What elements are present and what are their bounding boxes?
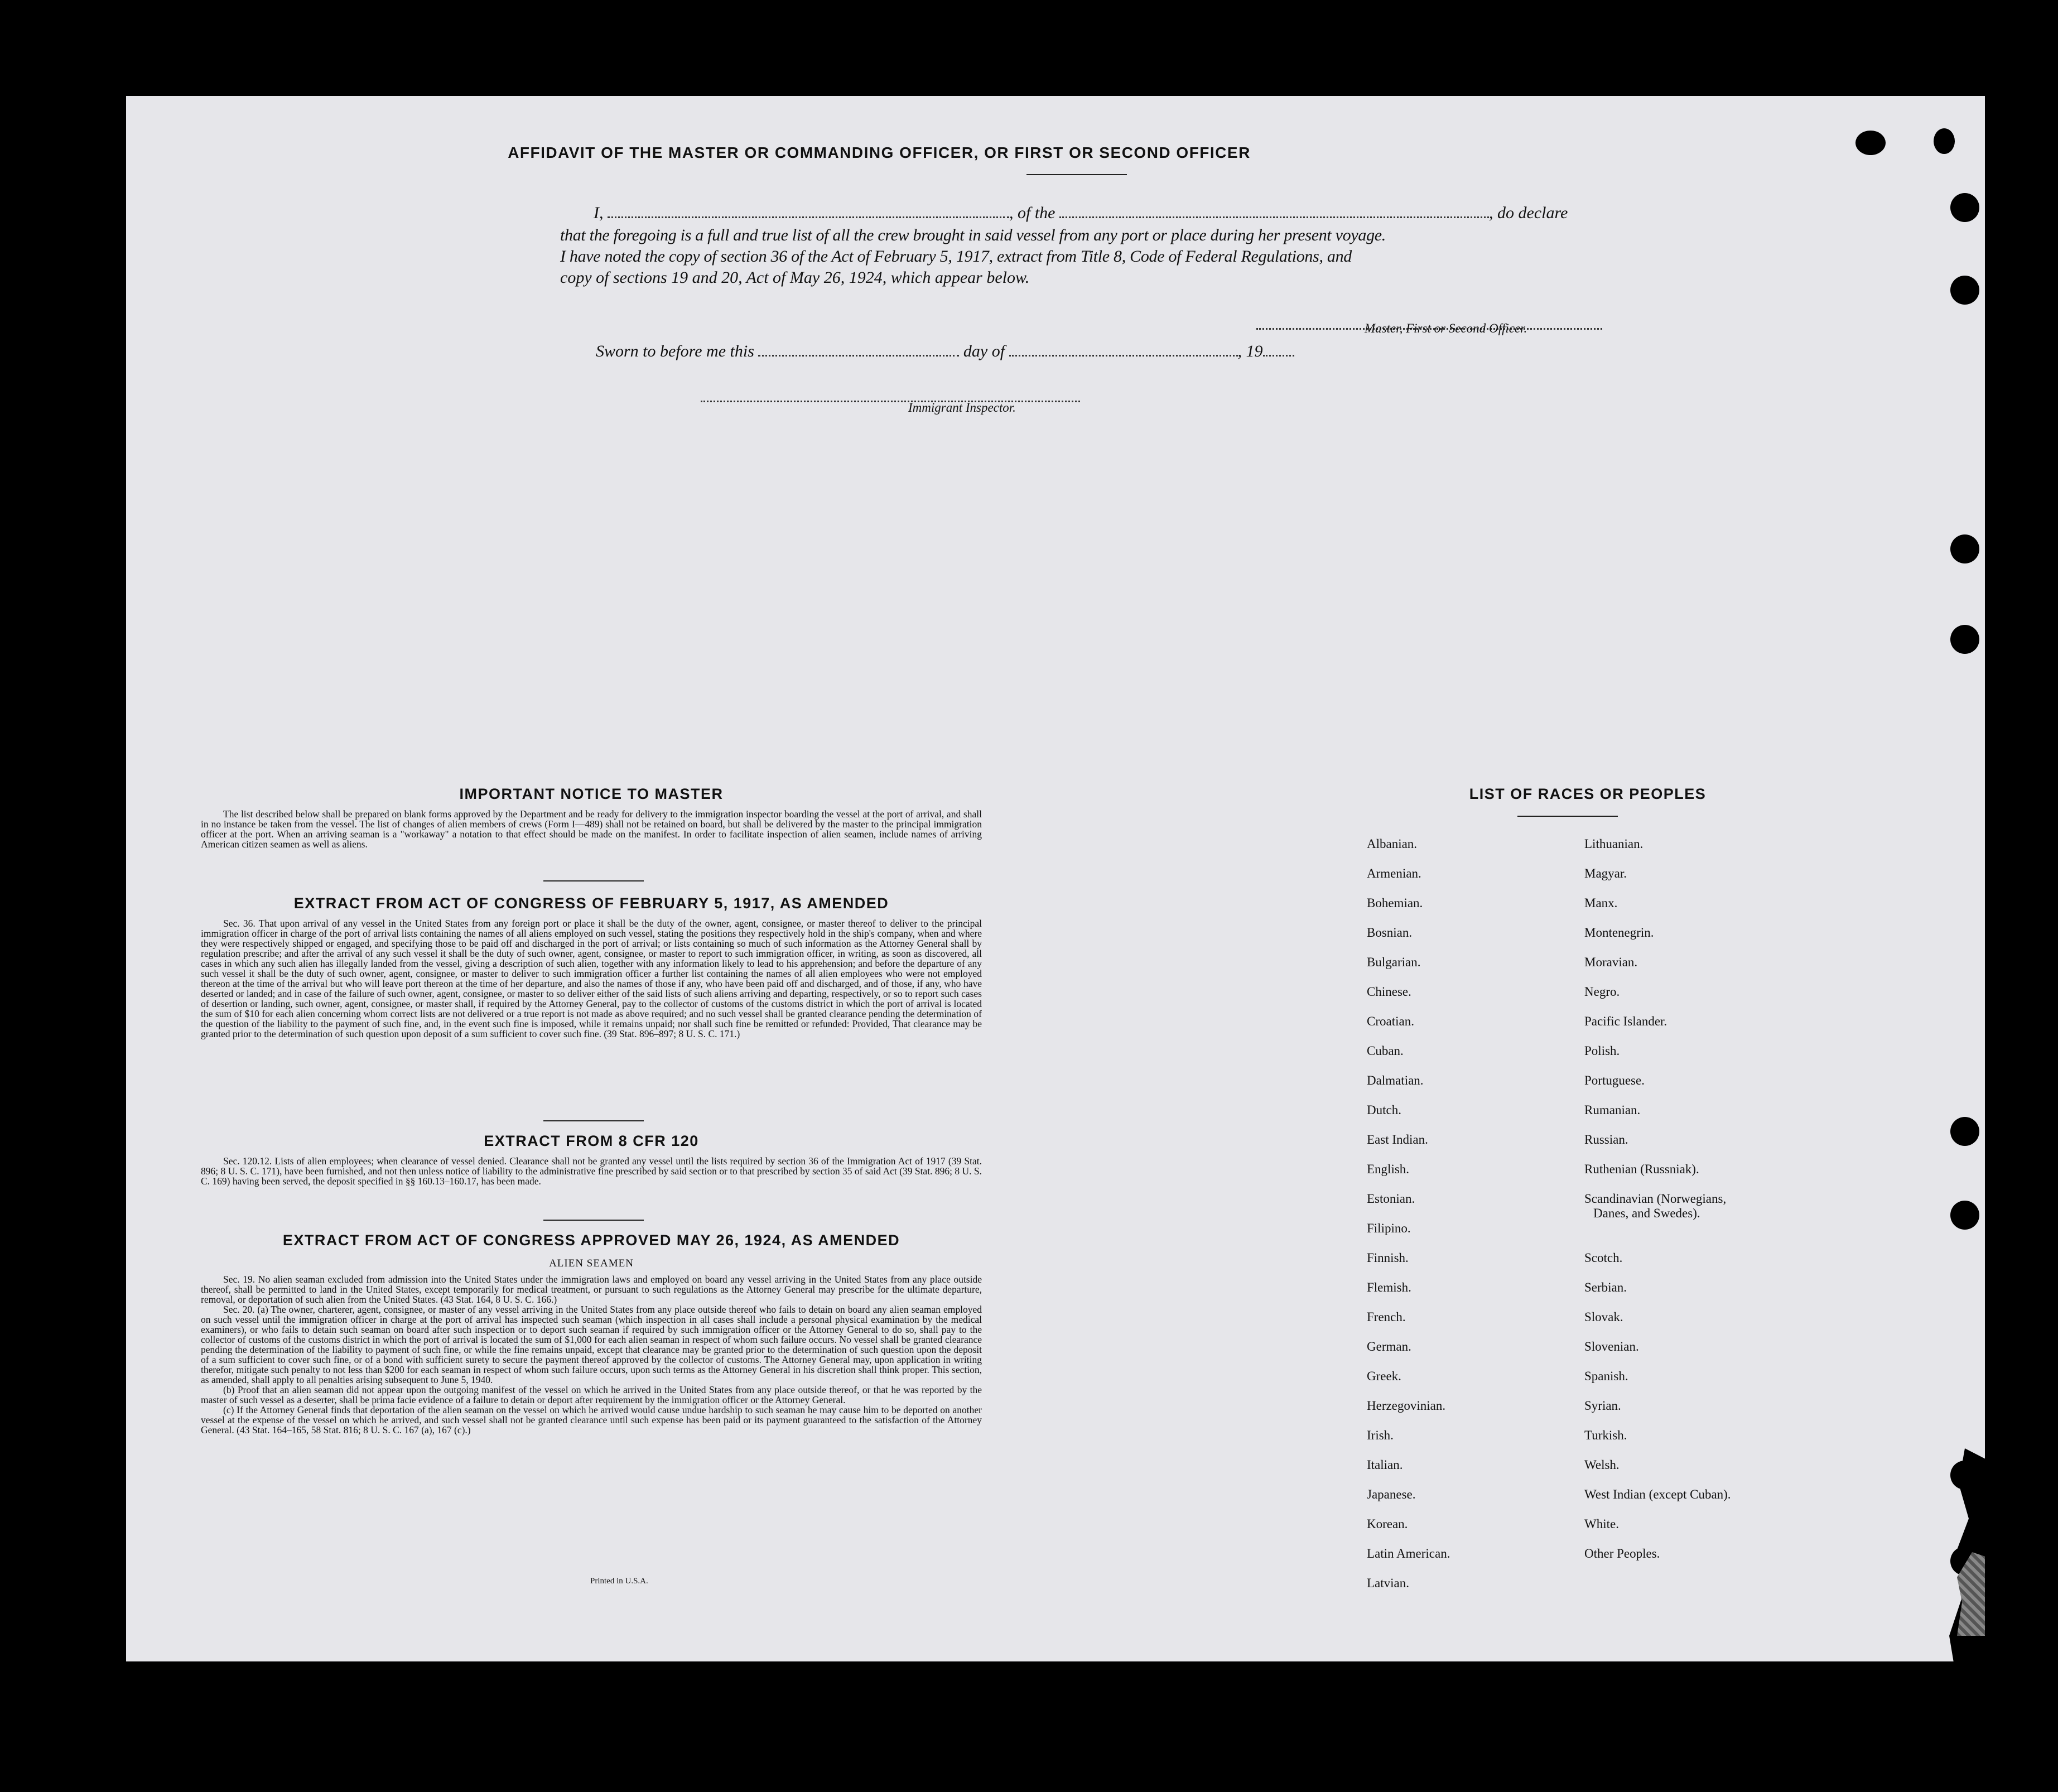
sworn-month-blank xyxy=(1009,341,1238,357)
race-item: Japanese. xyxy=(1367,1487,1416,1501)
race-item: Chinese. xyxy=(1367,985,1411,999)
race-item: Lithuanian. xyxy=(1584,837,1643,851)
printed-in-usa: Printed in U.S.A. xyxy=(590,1577,648,1586)
race-item: Bohemian. xyxy=(1367,896,1423,910)
document-sheet xyxy=(126,96,1985,1661)
race-item: Spanish. xyxy=(1584,1369,1628,1383)
race-item: Pacific Islander. xyxy=(1584,1014,1667,1028)
punch-hole xyxy=(1934,128,1955,154)
sworn-day-blank xyxy=(758,341,959,357)
race-item: English. xyxy=(1367,1162,1410,1176)
race-item: White. xyxy=(1584,1517,1619,1531)
race-item: Bulgarian. xyxy=(1367,955,1421,969)
sec-20b-paragraph: (b) Proof that an alien seaman did not appear upon the outgoing manifest of the vessel on which he arrived in the United States from any place outside thereof, or that he was reported by the master of such vessel as a deserter, shall be prima facie evidence of a failure to detain or deport after requirement by the immigration officer or the Attorney General. xyxy=(201,1384,982,1405)
sworn-prefix: Sworn to before me this xyxy=(596,342,754,360)
name-blank xyxy=(608,203,1009,218)
punch-hole xyxy=(1950,193,1979,222)
section-rule xyxy=(543,1220,644,1221)
race-item: Other Peoples. xyxy=(1584,1547,1660,1560)
race-item: Albanian. xyxy=(1367,837,1418,851)
race-item: Moravian. xyxy=(1584,955,1638,969)
race-item: Flemish. xyxy=(1367,1280,1411,1294)
title-rule xyxy=(1026,174,1127,175)
race-item-scandinavian xyxy=(1584,1184,1731,1243)
affidavit-declare: , do declare xyxy=(1489,204,1568,222)
sec-36-paragraph: Sec. 36. That upon arrival of any vessel in the United States from any foreign port or place it shall be the duty of the owner, agent, consignee, or master thereof to deliver to the principal immigration officer in charge of the port of arrival lists containing the names of all aliens employed on such vessel, stating the positions they respectively hold in the ship's company, when and where they were respectively shipped or engaged, and specifying those to be paid off and discharged in the port of arrival; or lists containing so much of such information as the Attorney General shall by regulation prescribe; and after the arrival of any such vessel it shall be the duty of such owner, agent, consignee, or master to report to such immigration officer, in writing, as soon as discovered, all cases in which any such alien has illegally landed from the vessel, giving a description of such alien, together with any information likely to lead to his apprehension; and before the departure of any such vessel it shall be the duty of such owner, agent, consignee, or master to deliver to such immigration officer a further list containing the names of all alien employees who were not employed thereon at the time of the arrival but who will leave port thereon at the time of her departure, and also the names of those if any, who have been paid off and discharged, and of those, if any, who have deserted or landed; and in case of the failure of such owner, agent, consignee, or master to so deliver either of the said lists of such aliens arriving and departing, respectively, or so to report such cases of desertion or landing, such owner, agent, consignee, or master shall, if required by the Attorney General, pay to the collector of customs of the customs district in which the port of arrival is located the sum of $10 for each alien concerning whom correct lists are not delivered or a true report is not made as above required; and no such vessel shall be granted clearance pending the determination of the question of the liability to the payment of such fine, and, in the event such fine is imposed, while it remains unpaid; nor shall such fine be remitted or refunded: Provided, That clearance may be granted prior to the determination of such question upon deposit of a sum sufficient to cover such fine. (39 Stat. 896–897; 8 U. S. C. 171.) xyxy=(201,918,982,1039)
sworn-year-blank xyxy=(1263,341,1294,357)
race-item: Negro. xyxy=(1584,985,1620,999)
extract-cfr-text xyxy=(201,1156,982,1186)
race-item: Slovenian. xyxy=(1584,1340,1639,1353)
section-rule xyxy=(543,1120,644,1121)
extract-cfr-title: EXTRACT FROM 8 CFR 120 xyxy=(484,1133,699,1149)
master-signature-label: Master, First or Second Officer. xyxy=(1365,321,1527,335)
race-item: French. xyxy=(1367,1310,1406,1324)
race-item: Montenegrin. xyxy=(1584,926,1654,940)
race-item: Korean. xyxy=(1367,1517,1408,1531)
race-item: Herzegovinian. xyxy=(1367,1399,1446,1413)
race-item: Greek. xyxy=(1367,1369,1401,1383)
affidavit-line-3: I have noted the copy of section 36 of the Act of February 5, 1917, extract from Title 8, Code of Federal Regulations, and xyxy=(560,247,1352,266)
race-item: Polish. xyxy=(1584,1044,1620,1058)
affidavit-line-1 xyxy=(594,202,1568,224)
race-item: Russian. xyxy=(1584,1133,1628,1147)
affidavit-of-the: , of the xyxy=(1009,204,1055,222)
alien-seamen-subtitle: ALIEN SEAMEN xyxy=(549,1258,634,1269)
race-item: Latin American. xyxy=(1367,1547,1450,1560)
races-rule xyxy=(1517,816,1618,817)
race-item: Bosnian. xyxy=(1367,926,1413,940)
notice-paragraph: The list described below shall be prepared on blank forms approved by the Department and be ready for delivery to the immigration inspector boarding the vessel at the port of arrival, and shall in no instance be taken from the vessel. The list of changes of alien members of crews (Form I—489) shall not be retained on board, but shall be delivered by the master to the principal immigration officer at the port. When an arriving seaman is a "workaway" a notation to that effect should be made on the manifest. In order to facilitate inspection of alien seamen, include names of arriving American citizen seamen as well as aliens. xyxy=(201,808,982,850)
race-item: Turkish. xyxy=(1584,1428,1627,1442)
affidavit-line-4: copy of sections 19 and 20, Act of May 26, 1924, which appear below. xyxy=(560,268,1030,287)
punch-hole xyxy=(1855,131,1886,155)
extract-1917-text xyxy=(201,918,982,1039)
notice-text xyxy=(201,809,982,849)
race-item: Manx. xyxy=(1584,896,1618,910)
races-column-2 xyxy=(1584,829,1731,1568)
sworn-line xyxy=(596,340,1294,363)
race-item: Irish. xyxy=(1367,1428,1394,1442)
scandinavian-line-1: Scandinavian (Norwegians, xyxy=(1584,1192,1727,1206)
race-item: Rumanian. xyxy=(1584,1103,1641,1117)
extract-1917-title: EXTRACT FROM ACT OF CONGRESS OF FEBRUARY 5, 1917, AS AMENDED xyxy=(293,895,889,912)
races-title: LIST OF RACES OR PEOPLES xyxy=(1469,786,1707,802)
affidavit-line-2: that the foregoing is a full and true list of all the crew brought in said vessel from any port or place during her present voyage. xyxy=(560,226,1386,244)
sec-20a-paragraph: Sec. 20. (a) The owner, charterer, agent, consignee, or master of any vessel arriving in the United States from any place outside thereof who fails to detain on board any alien seaman employed on such vessel until the immigration officer in charge at the port of arrival has inspected such seaman (which inspection in all cases shall include a personal physical examination by the medical examiners), or who fails to detain such seaman on board after such inspection or to deport such seaman if required by such immigration officer or the Attorney General to do so, shall pay to the collector of customs of the customs district in which the port of arrival is located the sum of $1,000 for each alien seaman in respect of whom such failure occurs. No vessel shall be granted clearance pending the determination of the liability to payment of such fine, or while the fine remains unpaid, except that clearance may be granted prior to the determination of such question upon the deposit of a sum sufficient to cover such fine, or of a bond with sufficient surety to secure the payment thereof approved by the collector of customs. The Attorney General may, upon application in writing therefor, mitigate such penalty to not less than $200 for each seaman in respect of whom such failure occurs, upon such terms as the Attorney General in his discretion shall think proper. This section, as amended, shall apply to all penalties arising subsequent to June 5, 1940. xyxy=(201,1304,982,1385)
races-column-1 xyxy=(1367,829,1450,1598)
race-item: East Indian. xyxy=(1367,1133,1428,1147)
race-item: Portuguese. xyxy=(1584,1073,1645,1087)
notice-title: IMPORTANT NOTICE TO MASTER xyxy=(459,786,724,802)
sec-20c-paragraph: (c) If the Attorney General finds that deportation of the alien seaman on the vessel on which he arrived would cause undue hardship to such seaman he may cause him to be deported on another vessel at the expense of the vessel on which he arrived, and such vessel shall not be granted clearance until such expense has been paid or its payment guaranteed to the satisfaction of the Attorney General. (43 Stat. 164–165, 58 Stat. 816; 8 U. S. C. 167 (a), 167 (c).) xyxy=(201,1404,982,1435)
sec-19-paragraph: Sec. 19. No alien seaman excluded from admission into the United States under the immigration laws and employed on board any vessel arriving in the United States from any place outside thereof, shall be permitted to land in the United States, except temporarily for medical treatment, or pursuant to such regulations as the Attorney General may prescribe for the ultimate departure, removal, or deportation of such alien from the United States. (43 Stat. 164, 8 U. S. C. 166.) xyxy=(201,1274,982,1305)
race-item: Serbian. xyxy=(1584,1280,1627,1294)
race-item: Finnish. xyxy=(1367,1251,1409,1265)
punch-hole xyxy=(1950,1117,1979,1146)
race-item: West Indian (except Cuban). xyxy=(1584,1487,1731,1501)
race-item: Dalmatian. xyxy=(1367,1073,1424,1087)
race-item: Magyar. xyxy=(1584,866,1627,880)
sworn-day-of: day of xyxy=(963,342,1005,360)
section-rule xyxy=(543,880,644,881)
punch-hole xyxy=(1950,625,1979,654)
race-item: Ruthenian (Russniak). xyxy=(1584,1162,1699,1176)
sworn-year: , 19 xyxy=(1237,342,1263,360)
punch-hole xyxy=(1950,276,1979,305)
race-item: Italian. xyxy=(1367,1458,1403,1472)
race-item: Cuban. xyxy=(1367,1044,1404,1058)
vessel-blank xyxy=(1059,203,1489,218)
inspector-signature-blank xyxy=(701,387,1080,402)
race-item: Estonian. xyxy=(1367,1192,1415,1206)
affidavit-i: I, xyxy=(594,204,604,222)
race-item: Latvian. xyxy=(1367,1576,1409,1590)
affidavit-title: AFFIDAVIT OF THE MASTER OR COMMANDING OFFICER, OR FIRST OR SECOND OFFICER xyxy=(508,144,1251,161)
extract-1924-title: EXTRACT FROM ACT OF CONGRESS APPROVED MAY 26, 1924, AS AMENDED xyxy=(282,1232,900,1249)
inspector-label: Immigrant Inspector. xyxy=(908,401,1016,415)
race-item: Filipino. xyxy=(1367,1221,1411,1235)
sec-120-12-paragraph: Sec. 120.12. Lists of alien employees; when clearance of vessel denied. Clearance shall not be granted any vessel until the lists required by section 36 of the Immigration Act of 1917 (39 Stat. 896; 8 U. S. C. 171), have been furnished, and not then unless notice of liability to the administrative fine prescribed by said section or to that prescribed by section 35 of said Act (39 Stat. 896; 8 U. S. C. 169) having been served, the deposit specified in §§ 160.13–160.17, has been made. xyxy=(201,1155,982,1187)
punch-hole xyxy=(1950,1201,1979,1230)
extract-1924-text xyxy=(201,1274,982,1435)
race-item: Welsh. xyxy=(1584,1458,1620,1472)
race-item: Syrian. xyxy=(1584,1399,1621,1413)
scandinavian-line-2: Danes, and Swedes). xyxy=(1593,1206,1700,1220)
punch-hole xyxy=(1950,534,1979,563)
race-item: Croatian. xyxy=(1367,1014,1414,1028)
race-item: Armenian. xyxy=(1367,866,1421,880)
race-item: Dutch. xyxy=(1367,1103,1401,1117)
race-item: Scotch. xyxy=(1584,1251,1623,1265)
race-item: Slovak. xyxy=(1584,1310,1623,1324)
race-item: German. xyxy=(1367,1340,1411,1353)
